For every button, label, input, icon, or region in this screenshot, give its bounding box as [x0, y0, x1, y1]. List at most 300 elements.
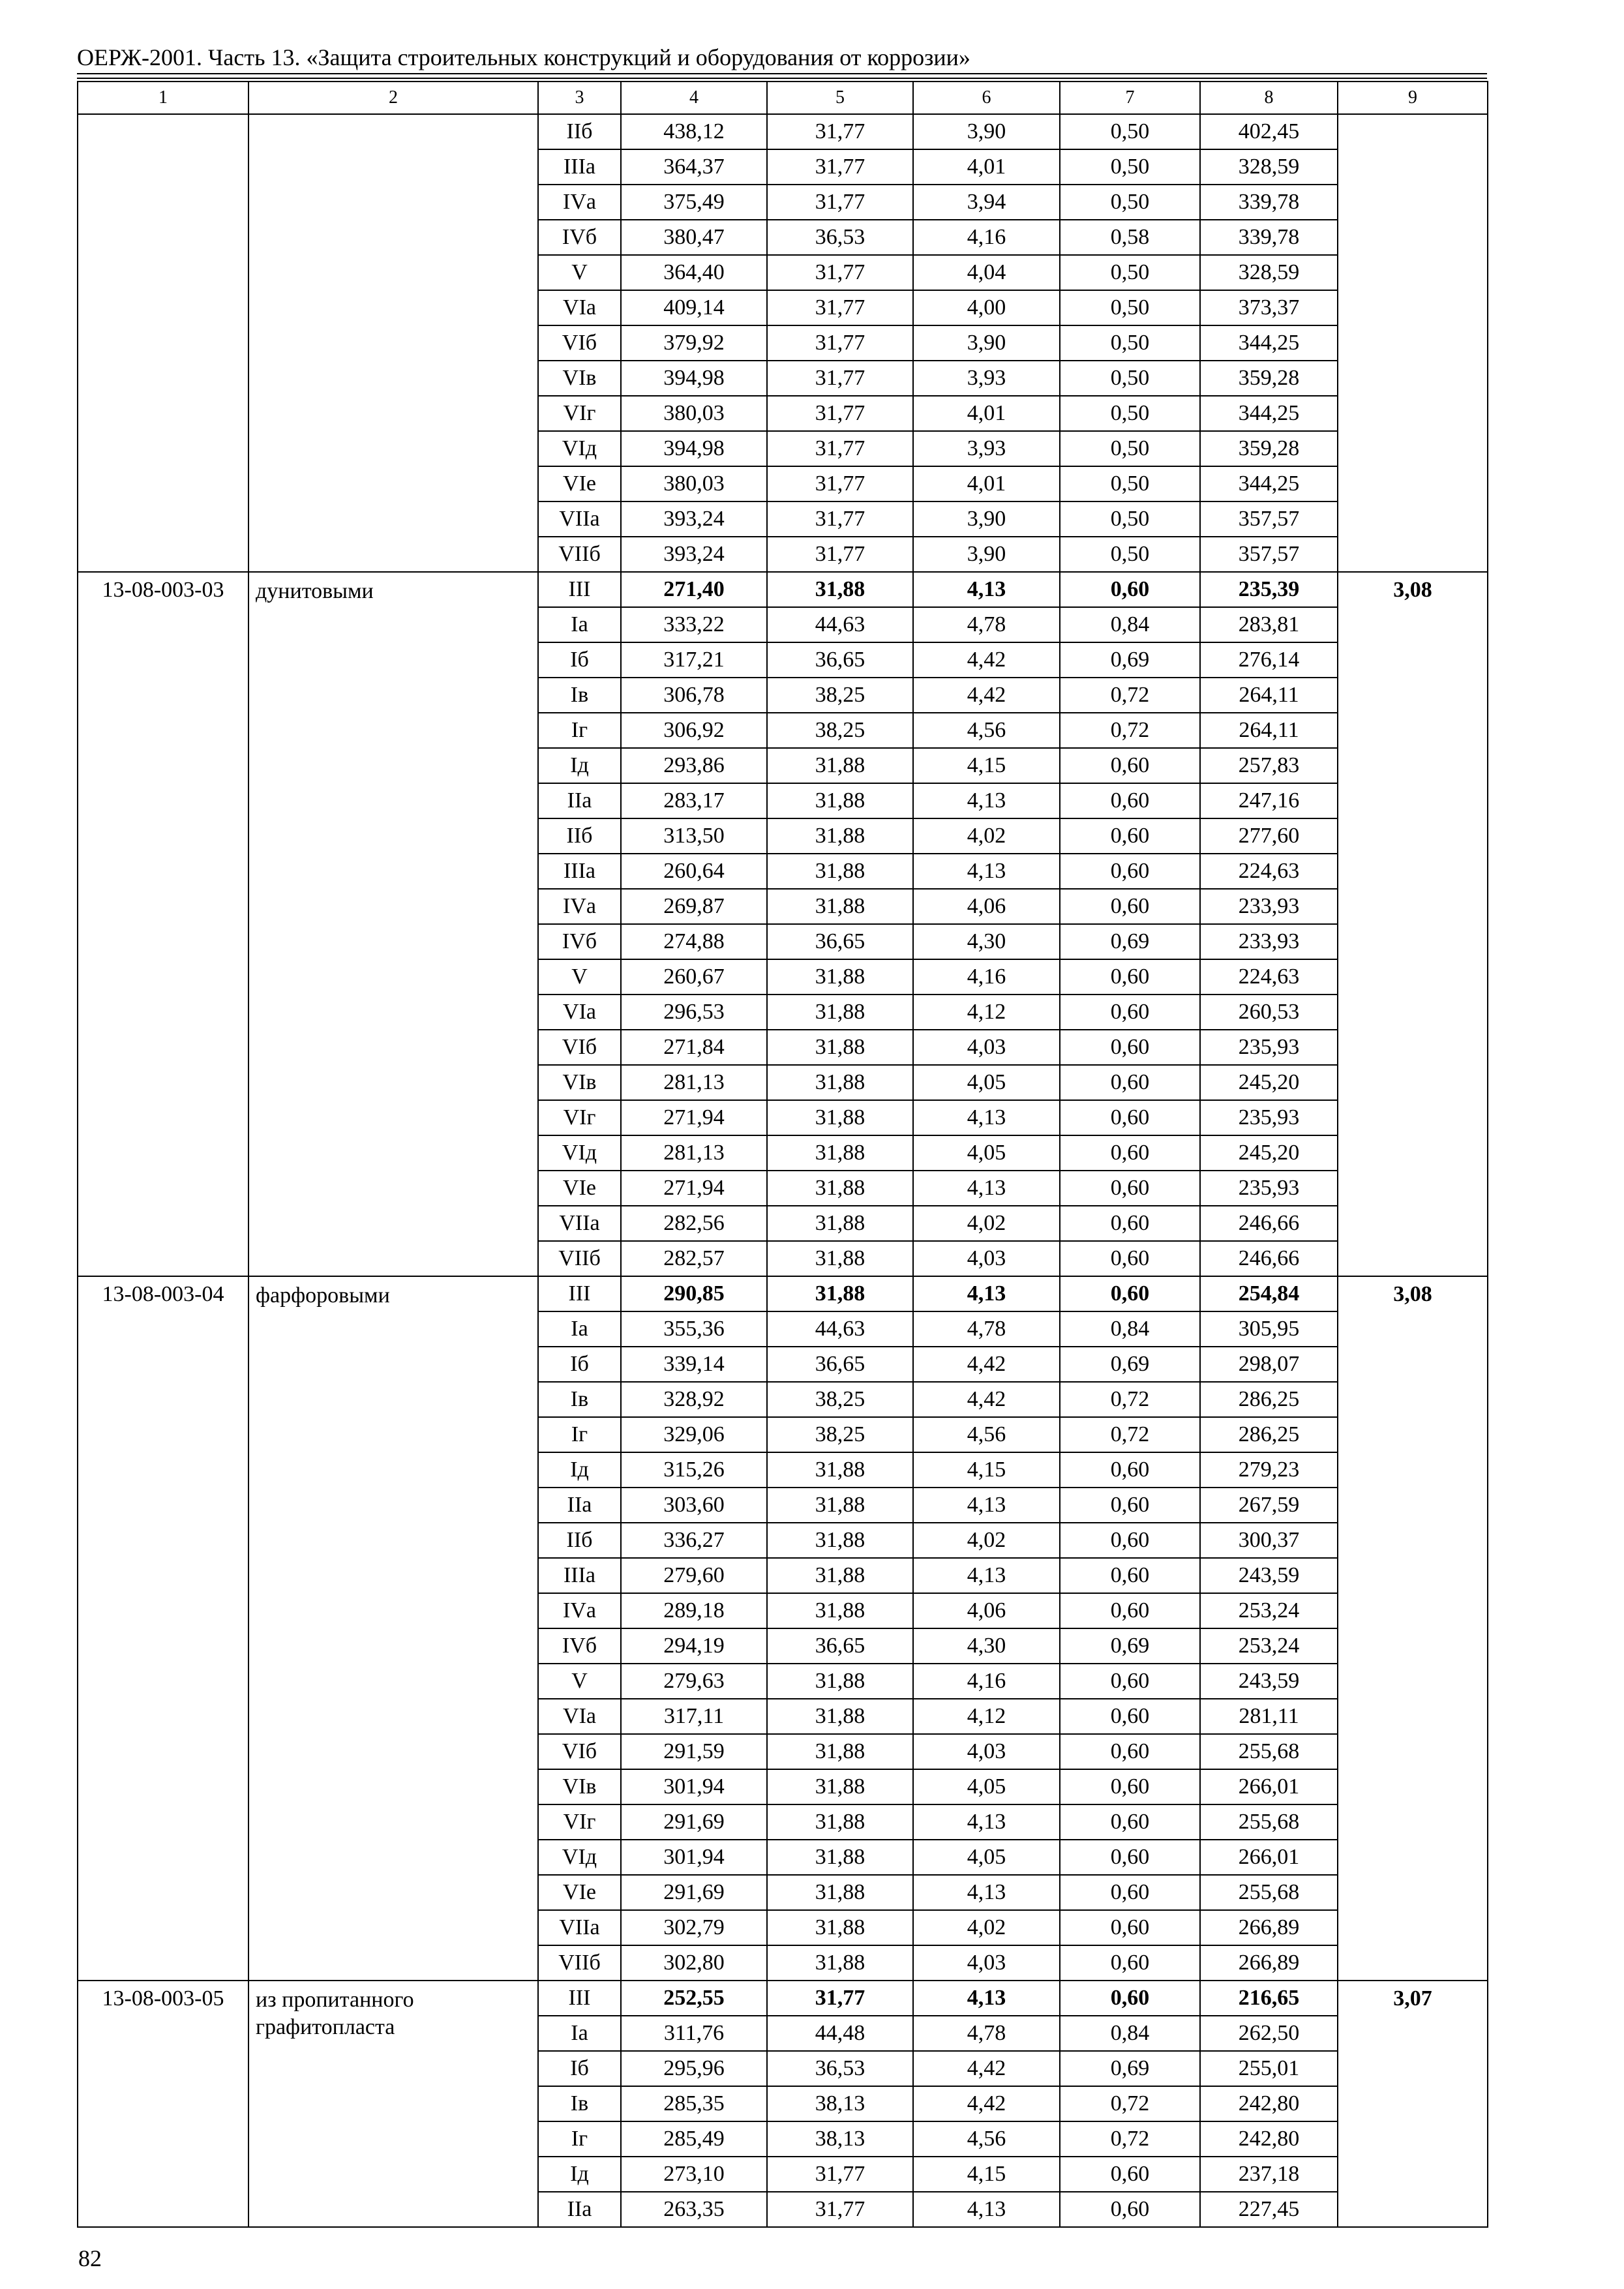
value-cell: 0,60: [1060, 1769, 1200, 1804]
page-header: ОЕРЖ-2001. Часть 13. «Защита строительных конструкций и оборудования от коррозии»: [77, 44, 970, 70]
value-cell: 4,56: [913, 2121, 1060, 2157]
value-cell: 291,59: [621, 1734, 767, 1769]
value-cell: 0,69: [1060, 642, 1200, 678]
value-cell: 393,24: [621, 537, 767, 572]
value-cell: 31,88: [767, 995, 913, 1030]
value-cell: 264,11: [1200, 678, 1338, 713]
value-cell: 0,69: [1060, 924, 1200, 959]
item-code: 13-08-003-04: [78, 1276, 248, 1981]
value-cell: 0,50: [1060, 537, 1200, 572]
column-header: 7: [1060, 82, 1200, 114]
value-cell: 402,45: [1200, 114, 1338, 149]
value-cell: 283,17: [621, 783, 767, 818]
value-cell: 0,69: [1060, 1628, 1200, 1664]
value-cell: 38,13: [767, 2121, 913, 2157]
value-cell: 31,77: [767, 466, 913, 501]
value-cell: 36,65: [767, 1347, 913, 1382]
zone-cell: IVб: [538, 1628, 621, 1664]
value-cell: 31,88: [767, 783, 913, 818]
value-cell: 31,88: [767, 1558, 913, 1593]
zone-cell: VIIа: [538, 1910, 621, 1945]
value-cell: 4,30: [913, 1628, 1060, 1664]
value-cell: 36,65: [767, 1628, 913, 1664]
zone-cell: IIб: [538, 114, 621, 149]
value-cell: 283,81: [1200, 607, 1338, 642]
value-cell: 3,90: [913, 537, 1060, 572]
value-cell: 36,65: [767, 924, 913, 959]
zone-cell: Iа: [538, 2016, 621, 2051]
value-cell: 4,16: [913, 220, 1060, 255]
value-cell: 328,59: [1200, 149, 1338, 185]
value-cell: 4,13: [913, 1276, 1060, 1311]
zone-cell: IIб: [538, 1523, 621, 1558]
value-cell: 298,07: [1200, 1347, 1338, 1382]
value-cell: 0,60: [1060, 1100, 1200, 1135]
value-cell: 262,50: [1200, 2016, 1338, 2051]
value-cell: 31,77: [767, 255, 913, 290]
value-cell: 286,25: [1200, 1417, 1338, 1452]
value-cell: 311,76: [621, 2016, 767, 2051]
value-cell: 31,88: [767, 1276, 913, 1311]
value-cell: 31,77: [767, 2157, 913, 2192]
zone-cell: VIIа: [538, 1206, 621, 1241]
value-cell: 36,53: [767, 2051, 913, 2086]
value-cell: 394,98: [621, 431, 767, 466]
zone-cell: IIа: [538, 783, 621, 818]
value-cell: 266,89: [1200, 1945, 1338, 1981]
zone-cell: IVб: [538, 220, 621, 255]
value-cell: 31,88: [767, 1206, 913, 1241]
value-cell: 31,77: [767, 114, 913, 149]
value-cell: 31,88: [767, 854, 913, 889]
value-cell: 0,60: [1060, 1065, 1200, 1100]
value-cell: 4,01: [913, 396, 1060, 431]
value-cell: 359,28: [1200, 431, 1338, 466]
table-row: [78, 114, 1488, 149]
value-cell: 44,48: [767, 2016, 913, 2051]
value-cell: 31,88: [767, 1769, 913, 1804]
value-cell: 0,72: [1060, 1382, 1200, 1417]
value-cell: 281,13: [621, 1065, 767, 1100]
value-cell: 0,60: [1060, 1910, 1200, 1945]
value-cell: 4,42: [913, 1347, 1060, 1382]
value-cell: 255,68: [1200, 1734, 1338, 1769]
value-cell: 364,37: [621, 149, 767, 185]
value-cell: 266,89: [1200, 1910, 1338, 1945]
zone-cell: VIг: [538, 396, 621, 431]
value-cell: 3,93: [913, 361, 1060, 396]
zone-cell: VIе: [538, 466, 621, 501]
value-cell: 4,01: [913, 149, 1060, 185]
value-cell: 0,69: [1060, 1347, 1200, 1382]
column-header: 3: [538, 82, 621, 114]
value-cell: 31,88: [767, 1804, 913, 1840]
value-cell: 4,78: [913, 607, 1060, 642]
value-cell: 4,16: [913, 959, 1060, 995]
value-cell: 4,42: [913, 2086, 1060, 2121]
value-cell: 233,93: [1200, 889, 1338, 924]
zone-cell: Iб: [538, 642, 621, 678]
zone-cell: VIг: [538, 1100, 621, 1135]
value-cell: 339,78: [1200, 220, 1338, 255]
value-cell: 0,84: [1060, 2016, 1200, 2051]
zone-cell: VIIб: [538, 1945, 621, 1981]
value-cell: 269,87: [621, 889, 767, 924]
value-cell: 247,16: [1200, 783, 1338, 818]
value-cell: 0,60: [1060, 1593, 1200, 1628]
value-cell: 380,47: [621, 220, 767, 255]
value-cell: 294,19: [621, 1628, 767, 1664]
value-cell: 271,40: [621, 572, 767, 607]
value-cell: 31,77: [767, 396, 913, 431]
zone-cell: IIIа: [538, 854, 621, 889]
value-cell: 305,95: [1200, 1311, 1338, 1347]
value-cell: 379,92: [621, 325, 767, 361]
value-cell: 0,50: [1060, 361, 1200, 396]
value-cell: 4,03: [913, 1030, 1060, 1065]
value-cell: 282,57: [621, 1241, 767, 1276]
value-cell: 31,88: [767, 1945, 913, 1981]
value-cell: 242,80: [1200, 2121, 1338, 2157]
column-header: 1: [78, 82, 248, 114]
value-cell: 38,25: [767, 678, 913, 713]
value-cell: 4,13: [913, 783, 1060, 818]
value-cell: 0,60: [1060, 2192, 1200, 2227]
value-cell: 4,13: [913, 1100, 1060, 1135]
value-cell: 281,13: [621, 1135, 767, 1171]
value-cell: 227,45: [1200, 2192, 1338, 2227]
zone-cell: VIе: [538, 1875, 621, 1910]
zone-cell: IIб: [538, 818, 621, 854]
value-cell: 339,14: [621, 1347, 767, 1382]
value-cell: 235,93: [1200, 1100, 1338, 1135]
zone-cell: IIIа: [538, 1558, 621, 1593]
item-name: [248, 114, 538, 572]
value-cell: 357,57: [1200, 537, 1338, 572]
value-cell: 409,14: [621, 290, 767, 325]
value-cell: 31,88: [767, 1523, 913, 1558]
zone-cell: Iд: [538, 748, 621, 783]
value-cell: 0,50: [1060, 149, 1200, 185]
zone-cell: Iб: [538, 1347, 621, 1382]
value-cell: 254,84: [1200, 1276, 1338, 1311]
value-cell: 0,72: [1060, 713, 1200, 748]
value-cell: 263,35: [621, 2192, 767, 2227]
value-cell: 344,25: [1200, 325, 1338, 361]
header-rule: [77, 73, 1487, 74]
value-cell: 364,40: [621, 255, 767, 290]
value-cell: 4,42: [913, 2051, 1060, 2086]
value-cell: 246,66: [1200, 1206, 1338, 1241]
value-cell: 285,35: [621, 2086, 767, 2121]
zone-cell: IIIа: [538, 149, 621, 185]
value-cell: 266,01: [1200, 1840, 1338, 1875]
zone-cell: VIд: [538, 1840, 621, 1875]
value-cell: 0,50: [1060, 325, 1200, 361]
value-cell: 31,88: [767, 1875, 913, 1910]
value-cell: 344,25: [1200, 466, 1338, 501]
value-cell: 4,03: [913, 1241, 1060, 1276]
value-cell: 0,60: [1060, 1030, 1200, 1065]
rates-table: [77, 81, 1488, 2228]
zone-cell: III: [538, 1276, 621, 1311]
value-cell: 315,26: [621, 1452, 767, 1488]
labor-cost: 3,08: [1338, 572, 1488, 1276]
value-cell: 245,20: [1200, 1135, 1338, 1171]
value-cell: 380,03: [621, 396, 767, 431]
value-cell: 31,77: [767, 2192, 913, 2227]
value-cell: 260,67: [621, 959, 767, 995]
value-cell: 4,03: [913, 1945, 1060, 1981]
value-cell: 0,60: [1060, 1276, 1200, 1311]
value-cell: 291,69: [621, 1875, 767, 1910]
value-cell: 4,13: [913, 1981, 1060, 2016]
value-cell: 255,68: [1200, 1875, 1338, 1910]
value-cell: 0,60: [1060, 1558, 1200, 1593]
value-cell: 0,60: [1060, 572, 1200, 607]
zone-cell: VIIа: [538, 501, 621, 537]
value-cell: 4,01: [913, 466, 1060, 501]
zone-cell: IIа: [538, 2192, 621, 2227]
value-cell: 4,30: [913, 924, 1060, 959]
value-cell: 31,88: [767, 1135, 913, 1171]
value-cell: 4,15: [913, 2157, 1060, 2192]
zone-cell: VIа: [538, 1699, 621, 1734]
value-cell: 306,92: [621, 713, 767, 748]
value-cell: 0,60: [1060, 1664, 1200, 1699]
value-cell: 38,13: [767, 2086, 913, 2121]
value-cell: 286,25: [1200, 1382, 1338, 1417]
item-code: 13-08-003-05: [78, 1981, 248, 2227]
value-cell: 0,60: [1060, 818, 1200, 854]
value-cell: 373,37: [1200, 290, 1338, 325]
value-cell: 301,94: [621, 1769, 767, 1804]
value-cell: 276,14: [1200, 642, 1338, 678]
value-cell: 4,02: [913, 818, 1060, 854]
value-cell: 4,12: [913, 995, 1060, 1030]
value-cell: 224,63: [1200, 854, 1338, 889]
value-cell: 277,60: [1200, 818, 1338, 854]
value-cell: 282,56: [621, 1206, 767, 1241]
value-cell: 31,77: [767, 537, 913, 572]
value-cell: 317,11: [621, 1699, 767, 1734]
item-name: из пропитанного графитопласта: [248, 1981, 538, 2227]
value-cell: 0,60: [1060, 1488, 1200, 1523]
value-cell: 295,96: [621, 2051, 767, 2086]
value-cell: 31,88: [767, 1699, 913, 1734]
value-cell: 4,16: [913, 1664, 1060, 1699]
zone-cell: V: [538, 255, 621, 290]
zone-cell: III: [538, 572, 621, 607]
item-name: фарфоровыми: [248, 1276, 538, 1981]
value-cell: 4,12: [913, 1699, 1060, 1734]
value-cell: 4,05: [913, 1065, 1060, 1100]
zone-cell: VIд: [538, 1135, 621, 1171]
value-cell: 233,93: [1200, 924, 1338, 959]
value-cell: 0,60: [1060, 1241, 1200, 1276]
zone-cell: VIг: [538, 1804, 621, 1840]
value-cell: 38,25: [767, 1382, 913, 1417]
value-cell: 0,60: [1060, 1804, 1200, 1840]
value-cell: 4,13: [913, 1875, 1060, 1910]
value-cell: 0,60: [1060, 1945, 1200, 1981]
zone-cell: Iв: [538, 1382, 621, 1417]
value-cell: 0,60: [1060, 1135, 1200, 1171]
value-cell: 4,04: [913, 255, 1060, 290]
value-cell: 264,11: [1200, 713, 1338, 748]
value-cell: 31,77: [767, 325, 913, 361]
value-cell: 245,20: [1200, 1065, 1338, 1100]
value-cell: 380,03: [621, 466, 767, 501]
zone-cell: Iа: [538, 607, 621, 642]
value-cell: 3,93: [913, 431, 1060, 466]
column-header-row: [78, 82, 1488, 114]
value-cell: 31,88: [767, 1664, 913, 1699]
value-cell: 4,13: [913, 854, 1060, 889]
value-cell: 4,02: [913, 1206, 1060, 1241]
value-cell: 0,60: [1060, 1206, 1200, 1241]
value-cell: 0,60: [1060, 995, 1200, 1030]
column-header: 5: [767, 82, 913, 114]
zone-cell: IVа: [538, 889, 621, 924]
value-cell: 333,22: [621, 607, 767, 642]
value-cell: 4,00: [913, 290, 1060, 325]
value-cell: 300,37: [1200, 1523, 1338, 1558]
value-cell: 31,77: [767, 501, 913, 537]
value-cell: 0,60: [1060, 1171, 1200, 1206]
value-cell: 279,23: [1200, 1452, 1338, 1488]
value-cell: 281,11: [1200, 1699, 1338, 1734]
value-cell: 4,15: [913, 748, 1060, 783]
value-cell: 4,42: [913, 1382, 1060, 1417]
value-cell: 31,88: [767, 1241, 913, 1276]
value-cell: 336,27: [621, 1523, 767, 1558]
value-cell: 0,60: [1060, 959, 1200, 995]
value-cell: 4,03: [913, 1734, 1060, 1769]
value-cell: 253,24: [1200, 1593, 1338, 1628]
value-cell: 4,78: [913, 2016, 1060, 2051]
value-cell: 31,88: [767, 818, 913, 854]
value-cell: 279,60: [621, 1558, 767, 1593]
value-cell: 301,94: [621, 1840, 767, 1875]
value-cell: 31,88: [767, 1488, 913, 1523]
table-row: [78, 1276, 1488, 1311]
value-cell: 44,63: [767, 607, 913, 642]
value-cell: 235,93: [1200, 1171, 1338, 1206]
value-cell: 0,60: [1060, 889, 1200, 924]
value-cell: 0,60: [1060, 748, 1200, 783]
value-cell: 285,49: [621, 2121, 767, 2157]
value-cell: 0,60: [1060, 1452, 1200, 1488]
value-cell: 359,28: [1200, 361, 1338, 396]
value-cell: 0,72: [1060, 2121, 1200, 2157]
value-cell: 0,60: [1060, 1840, 1200, 1875]
value-cell: 4,02: [913, 1910, 1060, 1945]
zone-cell: V: [538, 1664, 621, 1699]
zone-cell: V: [538, 959, 621, 995]
zone-cell: III: [538, 1981, 621, 2016]
value-cell: 329,06: [621, 1417, 767, 1452]
value-cell: 31,88: [767, 1840, 913, 1875]
table-row: [78, 572, 1488, 607]
value-cell: 302,79: [621, 1910, 767, 1945]
value-cell: 0,60: [1060, 1699, 1200, 1734]
value-cell: 44,63: [767, 1311, 913, 1347]
value-cell: 355,36: [621, 1311, 767, 1347]
value-cell: 38,25: [767, 1417, 913, 1452]
value-cell: 357,57: [1200, 501, 1338, 537]
value-cell: 375,49: [621, 185, 767, 220]
value-cell: 31,88: [767, 572, 913, 607]
value-cell: 328,59: [1200, 255, 1338, 290]
value-cell: 393,24: [621, 501, 767, 537]
value-cell: 4,05: [913, 1840, 1060, 1875]
value-cell: 31,88: [767, 1100, 913, 1135]
value-cell: 31,88: [767, 1065, 913, 1100]
value-cell: 4,15: [913, 1452, 1060, 1488]
value-cell: 4,13: [913, 2192, 1060, 2227]
value-cell: 0,60: [1060, 783, 1200, 818]
value-cell: 246,66: [1200, 1241, 1338, 1276]
value-cell: 257,83: [1200, 748, 1338, 783]
value-cell: 38,25: [767, 713, 913, 748]
column-header: 4: [621, 82, 767, 114]
value-cell: 0,50: [1060, 431, 1200, 466]
value-cell: 3,90: [913, 114, 1060, 149]
value-cell: 31,88: [767, 1593, 913, 1628]
zone-cell: VIб: [538, 1030, 621, 1065]
value-cell: 31,88: [767, 1452, 913, 1488]
zone-cell: VIб: [538, 325, 621, 361]
value-cell: 31,88: [767, 1910, 913, 1945]
zone-cell: Iа: [538, 1311, 621, 1347]
labor-cost: 3,07: [1338, 1981, 1488, 2227]
value-cell: 31,88: [767, 1734, 913, 1769]
value-cell: 4,13: [913, 572, 1060, 607]
value-cell: 36,65: [767, 642, 913, 678]
zone-cell: VIа: [538, 995, 621, 1030]
value-cell: 260,64: [621, 854, 767, 889]
value-cell: 0,84: [1060, 607, 1200, 642]
value-cell: 0,50: [1060, 501, 1200, 537]
value-cell: 4,05: [913, 1135, 1060, 1171]
value-cell: 4,56: [913, 713, 1060, 748]
value-cell: 339,78: [1200, 185, 1338, 220]
zone-cell: Iд: [538, 2157, 621, 2192]
value-cell: 328,92: [621, 1382, 767, 1417]
zone-cell: Iв: [538, 678, 621, 713]
value-cell: 274,88: [621, 924, 767, 959]
value-cell: 302,80: [621, 1945, 767, 1981]
value-cell: 0,60: [1060, 854, 1200, 889]
value-cell: 0,60: [1060, 1523, 1200, 1558]
value-cell: 224,63: [1200, 959, 1338, 995]
zone-cell: VIIб: [538, 537, 621, 572]
value-cell: 344,25: [1200, 396, 1338, 431]
value-cell: 3,94: [913, 185, 1060, 220]
value-cell: 279,63: [621, 1664, 767, 1699]
item-code: 13-08-003-03: [78, 572, 248, 1276]
value-cell: 0,72: [1060, 2086, 1200, 2121]
labor-cost: 3,08: [1338, 1276, 1488, 1981]
value-cell: 31,77: [767, 149, 913, 185]
value-cell: 0,58: [1060, 220, 1200, 255]
value-cell: 0,60: [1060, 1875, 1200, 1910]
value-cell: 0,72: [1060, 1417, 1200, 1452]
value-cell: 0,60: [1060, 2157, 1200, 2192]
value-cell: 235,39: [1200, 572, 1338, 607]
value-cell: 4,02: [913, 1523, 1060, 1558]
